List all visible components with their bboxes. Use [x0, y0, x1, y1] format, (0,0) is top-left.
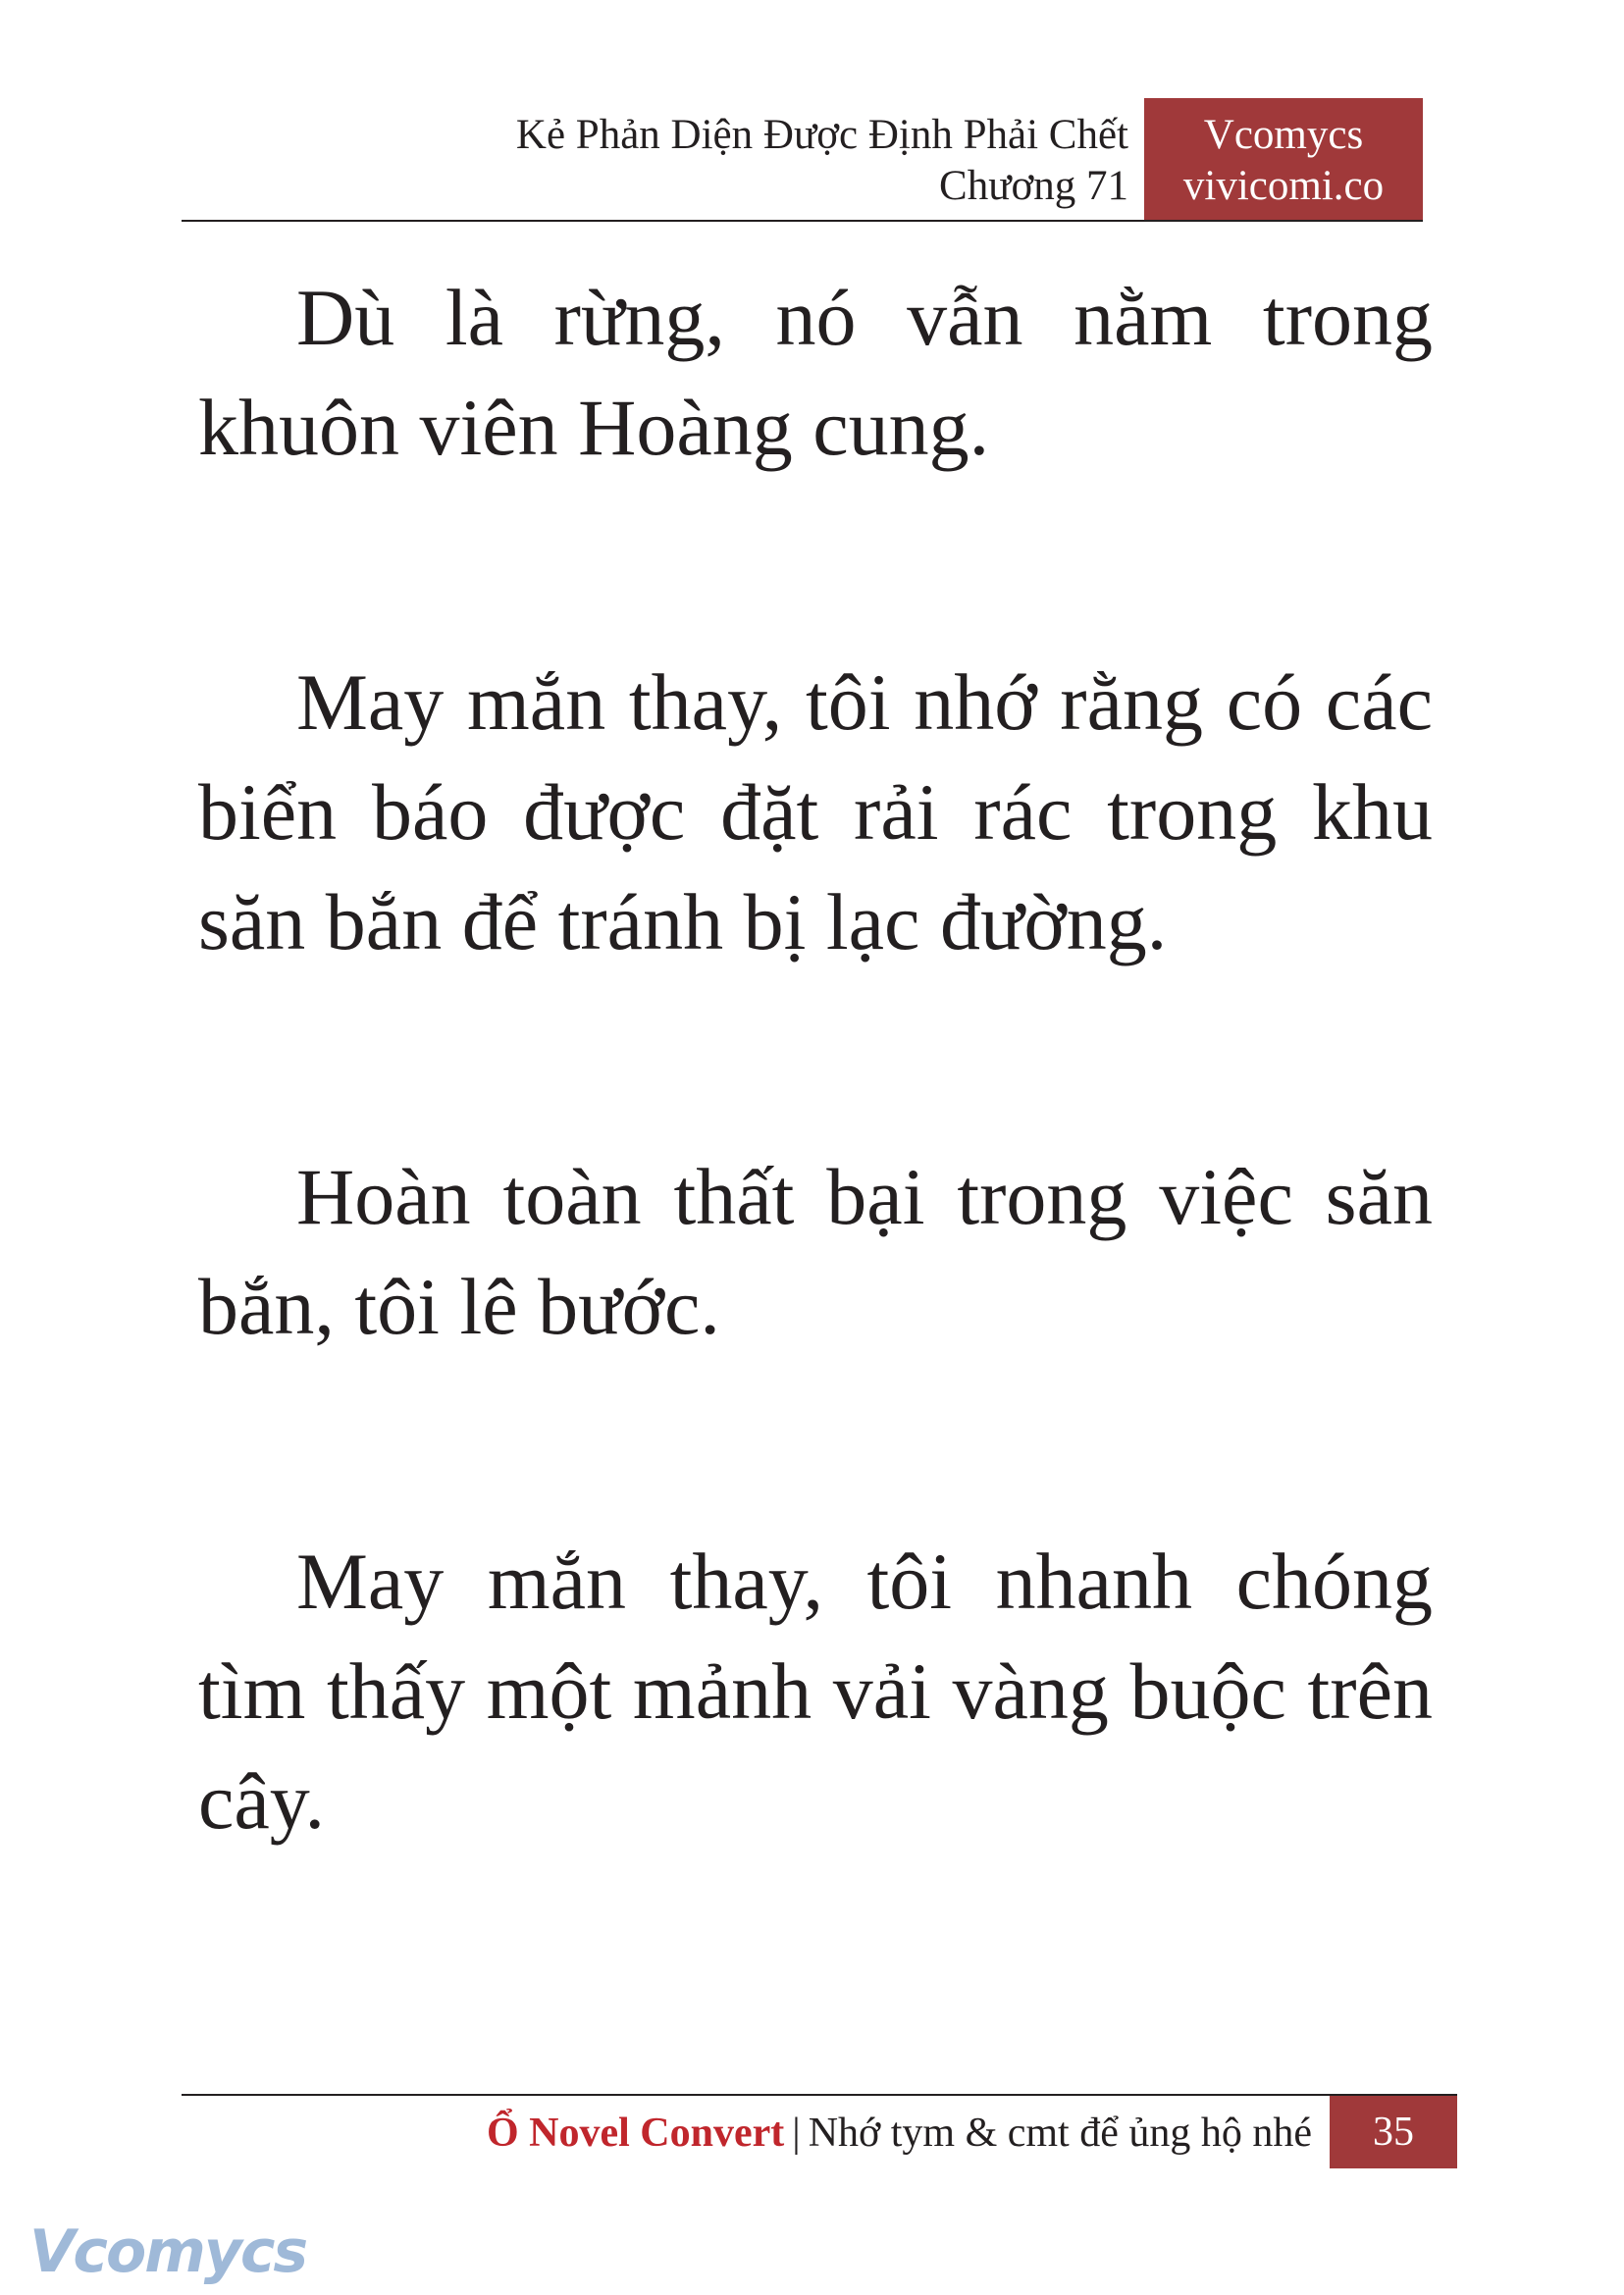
- watermark-logo: Vcomycs: [29, 2217, 307, 2286]
- chapter-label: Chương 71: [939, 163, 1128, 209]
- footer-separator: |: [792, 2111, 801, 2156]
- paragraph: Hoàn toàn thất bại trong việc săn bắn, tôi lê bước.: [198, 1152, 1433, 1351]
- paragraph: May mắn thay, tôi nhớ rằng có các biển báo được đặt rải rác trong khu săn bắn để tránh bị lạc đường.: [198, 657, 1433, 966]
- footer-note: [487, 2106, 1312, 2161]
- badge-brand: Vcomycs: [1203, 112, 1364, 158]
- footer-brand: Ổ Novel Convert: [486, 2111, 785, 2156]
- badge-url: vivicomi.co: [1182, 163, 1385, 209]
- page-header: [182, 98, 1423, 222]
- chapter-body: [198, 263, 1433, 2021]
- site-badge: [1144, 98, 1423, 222]
- page-footer: [182, 2094, 1457, 2168]
- header-title-block: [516, 110, 1128, 212]
- book-title: Kẻ Phản Diện Được Định Phải Chết: [515, 112, 1128, 158]
- footer-divider: [182, 2094, 1457, 2096]
- paragraph: Dù là rừng, nó vẫn nằm trong khuôn viên Hoàng cung.: [198, 273, 1433, 472]
- page-number: 35: [1330, 2096, 1457, 2168]
- footer-message: Nhớ tym & cmt để ủng hộ nhé: [808, 2111, 1312, 2156]
- header-divider: [182, 220, 1423, 222]
- paragraph: May mắn thay, tôi nhanh chóng tìm thấy một mảnh vải vàng buộc trên cây.: [198, 1537, 1433, 1846]
